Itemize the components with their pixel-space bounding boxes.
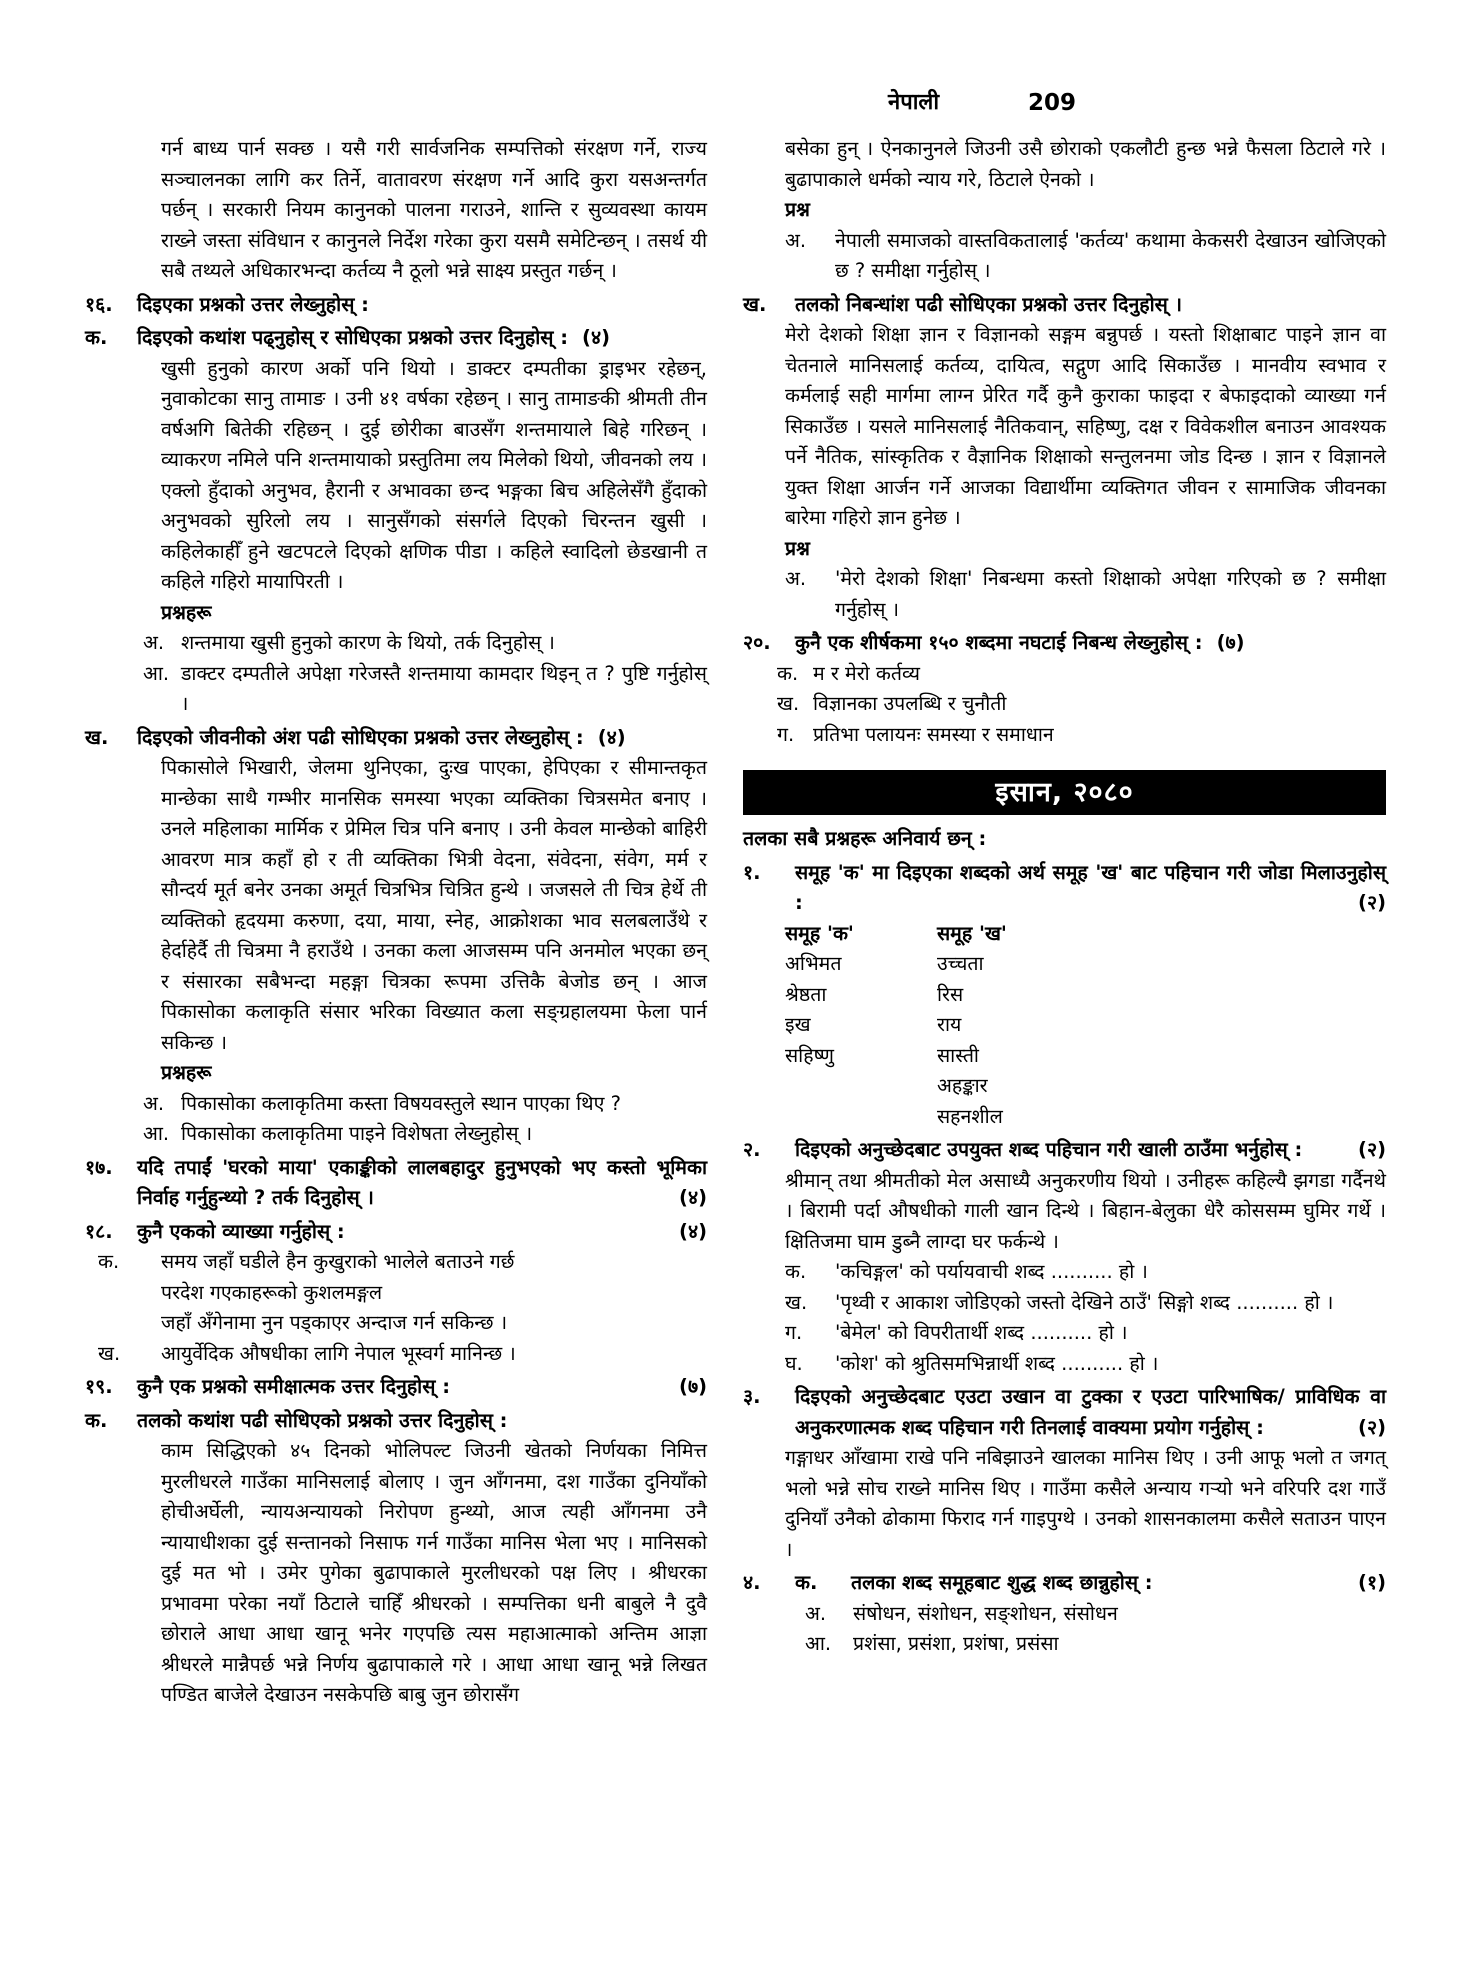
marks-badge: (४): [597, 725, 626, 749]
item-label: आ.: [143, 661, 170, 685]
question-text: दिइएको जीवनीको अंश पढी सोधिएका प्रश्नको उत्तर लेख्नुहोस् : (४): [137, 725, 626, 749]
questions-subheading: प्रश्नहरू: [161, 600, 212, 624]
question-text: समूह 'क' मा दिइएका शब्दको अर्थ समूह 'ख' बाट पहिचान गरी जोडा मिलाउनुहोस् : (२): [795, 858, 1386, 919]
table-row: [785, 1041, 1386, 1072]
item-label: क.: [785, 1260, 807, 1283]
marks-badge: (२): [1358, 1415, 1386, 1439]
table-row: [785, 1010, 1386, 1041]
question-text: तलको निबन्धांश पढी सोधिएका प्रश्नको उत्तर दिनुहोस् ।: [795, 292, 1183, 316]
fill-in-item: [743, 1288, 1386, 1319]
passage-paragraph: खुसी हुनुको कारण अर्को पनि थियो । डाक्टर दम्पतीका ड्राइभर रहेछन्, नुवाकोटका सानु तामाङ । उनी ४१ वर्षका रहेछन् । सानु तामाङकी श्रीमती तीन वर्षअगि बितेकी रहिछन् । दुई छोरीका बाउसँग शन्तमायाले बिहे गरिछन् । व्याकरण नमिले पनि शन्तमायाको प्रस्तुतिमा लय मिलेको थियो, जीवनको लय । एक्लो हुँदाको अनुभव, हैरानी र अभावका छन्द भङ्गका बिच अहिलेसँगै हुँदाको अनुभवको सुरिलो लय । सानुसँगको संसर्गले दिएको चिरन्तन खुसी । कहिलेकाहीँ हुने खटपटले दिएको क्षणिक पीडा । कहिले स्वादिलो छेडखानी त कहिले गहिरो मायापिरती ।: [161, 356, 707, 593]
item-text: म र मेरो कर्तव्य: [813, 661, 920, 685]
item-text: संषोधन, संशोधन, सङ्शोधन, संसोधन: [853, 1601, 1118, 1625]
sub-question-a: [85, 1247, 707, 1339]
item-text: शन्तमाया खुसी हुनुको कारण के थियो, तर्क दिनुहोस् ।: [181, 631, 555, 654]
marks-badge: (४): [679, 1186, 707, 1209]
question-number: क.: [85, 326, 108, 349]
item-label: घ.: [785, 1351, 803, 1375]
question-number: ख.: [743, 292, 767, 316]
question-number: १९.: [85, 1375, 113, 1398]
item-label: ग.: [785, 1321, 803, 1344]
question-number: २.: [743, 1138, 761, 1161]
proverb-passage-paragraph: गङ्गाधर आँखामा राखे पनि नबिझाउने खालका मानिस थिए । उनी आफू भलो त जगत् भलो भन्ने सोच राख्ने मानिस थिए । गाउँमा कसैले अन्याय गऱ्यो भने वरिपरि दश गाउँ दुनियाँ उनैको ढोकामा फिराद गर्न गाइपुग्थे । उनको शासनकालमा कसैले सताउन पाएन ।: [785, 1446, 1386, 1561]
left-column: [85, 134, 707, 1711]
question-3-heading: [743, 1382, 1386, 1443]
list-item: [85, 1119, 707, 1150]
essay-extract-paragraph: मेरो देशको शिक्षा ज्ञान र विज्ञानको सङ्गम बन्नुपर्छ । यस्तो शिक्षाबाट पाइने ज्ञान वा चेतनाले मानिसलाई कर्तव्य, दायित्व, सद्गुण आदि सिकाउँछ । मानवीय स्वभाव र कर्मलाई सही मार्गमा लाग्न प्रेरित गर्दै कुनै कुराका फाइदा र बेफाइदाको व्याख्या गर्न सिकाउँछ । यसले मानिसलाई नैतिकवान्, सहिष्णु, दक्ष र विवेकशील बनाउन आवश्यक पर्ने नैतिक, सांस्कृतिक र वैज्ञानिक शिक्षाको सन्तुलनमा जोड दिन्छ । ज्ञान र विज्ञानले युक्त शिक्षा आर्जन गर्ने आजका विद्यार्थीमा व्यक्तिगत जीवन र सामाजिक जीवनका बारेमा गहिरो ज्ञान हुनेछ ।: [785, 323, 1386, 529]
marks-badge: (२): [1358, 891, 1386, 914]
questions-subheading: प्रश्नहरू: [161, 1061, 212, 1084]
question-number: ख.: [85, 725, 109, 749]
item-text: पिकासोका कलाकृतिमा कस्ता विषयवस्तुले स्थान पाएका थिए ?: [181, 1091, 621, 1115]
list-item: [743, 226, 1386, 287]
question-text: दिइएको अनुच्छेदबाट उपयुक्त शब्द पहिचान गरी खाली ठाउँमा भर्नुहोस् : (२): [795, 1135, 1386, 1166]
marks-badge: (२): [1358, 1138, 1386, 1161]
story-continuation-paragraph: बसेका हुन् । ऐनकानुनले जिउनी उसै छोराको एकलौटी हुन्छ भन्ने फैसला ठिटाले गरे । बुढापाकाले धर्मको न्याय गरे, ठिटाले ऐनको ।: [785, 137, 1386, 191]
item-text: डाक्टर दम्पतीले अपेक्षा गरेजस्तै शन्तमाया कामदार थिइन् त ? पुष्टि गर्नुहोस् ।: [181, 661, 707, 715]
item-label: ख.: [777, 692, 800, 715]
word-choice-item: [743, 1599, 1386, 1630]
poem-line: जहाँ अँगेनामा नुन पड्काएर अन्दाज गर्न सकिन्छ ।: [161, 1311, 508, 1334]
item-text: 'पृथ्वी र आकाश जोडिएको जस्तो देखिने ठाउँ' सिङ्गो शब्द .......... हो ।: [835, 1290, 1334, 1314]
question-number: १७.: [85, 1155, 113, 1179]
essay-topic-option: [743, 659, 1386, 690]
table-row: [785, 1071, 1386, 1102]
question-17-heading: [85, 1153, 707, 1214]
question-number: ३.: [743, 1385, 761, 1408]
table-cell: रिस: [937, 982, 964, 1006]
question-text: दिइएको कथांश पढ्नुहोस् र सोधिएका प्रश्नको उत्तर दिनुहोस् : (४): [137, 326, 610, 349]
item-label: क.: [98, 1250, 120, 1273]
question-text: कुनै एक शीर्षकमा १५० शब्दमा नघटाई निबन्ध लेख्नुहोस् : (७): [795, 631, 1245, 654]
item-text: 'कचिङ्गल' को पर्यायवाची शब्द .......... हो ।: [835, 1260, 1148, 1283]
item-text: आयुर्वेदिक औषधीका लागि नेपाल भूस्वर्ग मानिन्छ ।: [161, 1341, 516, 1365]
exam-set-banner: इसान, २०८०: [743, 770, 1386, 815]
table-row: [785, 980, 1386, 1011]
marks-badge: (४): [679, 1219, 707, 1243]
marks-badge: (१): [1358, 1571, 1386, 1594]
question-text: तलको कथांश पढी सोधिएको प्रश्नको उत्तर दिनुहोस् :: [137, 1408, 508, 1432]
item-label: अ.: [785, 567, 807, 590]
matching-table: [743, 919, 1386, 1133]
item-text: नेपाली समाजको वास्तविकतालाई 'कर्तव्य' कथामा केकसरी देखाउन खोजिएको छ ? समीक्षा गर्नुहोस् ।: [835, 228, 1386, 282]
item-text: विज्ञानका उपलब्धि र चुनौती: [813, 692, 1007, 715]
list-item: [85, 1089, 707, 1120]
item-label: अ.: [805, 1601, 827, 1625]
item-text: 'कोश' को श्रुतिसमभिन्नार्थी शब्द .......... हो ।: [835, 1351, 1159, 1375]
question-2-heading: [743, 1135, 1386, 1166]
table-cell: [785, 1102, 937, 1133]
table-cell: सहिष्णु: [785, 1043, 834, 1067]
item-label: अ.: [143, 631, 165, 654]
story-paragraph: काम सिद्धिएको ४५ दिनको भोलिपल्ट जिउनी खेतको निर्णयका निमित्त मुरलीधरले गाउँका मानिसलाई बोलाए । जुन आँगनमा, दश गाउँका दुनियाँको होचीअर्घेली, न्यायअन्यायको निरोपण हुन्थ्यो, आज त्यही आँगनमा उनै न्यायाधीशका दुई सन्तानको निसाफ गर्न गाउँका मानिस भेला भए । मानिसको दुई मत भो । उमेर पुगेका बुढापाकाले मुरलीधरको पक्ष लिए । श्रीधरका प्रभावमा परेका नयाँ ठिटाले चाहिँ श्रीधरको । सम्पत्तिका धनी बाबुले नै दुवै छोराले आधा आधा खानू भनेर गएपछि त्यस महाआत्माको अन्तिम आज्ञा श्रीधरले मान्नैपर्छ भन्ने निर्णय बुढापाकाले गरे । आधा आधा खानू भन्ने लिखत पण्डित बाजेले देखाउन नसकेपछि बाबु जुन छोरासँग: [161, 1439, 707, 1706]
table-cell: सहनशील: [937, 1104, 1003, 1128]
essay-topic-option: [743, 689, 1386, 720]
question-text: दिइएको अनुच्छेदबाट एउटा उखान वा टुक्का र एउटा पारिभाषिक/ प्राविधिक वा अनुकरणात्मक शब्द पहिचान गरी तिनलाई वाक्यमा प्रयोग गर्नुहोस् : (२): [795, 1382, 1386, 1443]
question-kha-heading: [743, 290, 1386, 321]
question-text: दिइएका प्रश्नको उत्तर लेख्नुहोस् :: [137, 292, 369, 316]
list-item: [743, 564, 1386, 625]
right-column: [743, 134, 1386, 1660]
question-number: क.: [85, 1408, 108, 1432]
item-label: आ.: [143, 1122, 170, 1145]
sub-question-b: [85, 1339, 707, 1370]
marks-badge: (७): [1216, 631, 1245, 654]
column-header: समूह 'ख': [937, 921, 1007, 945]
header-page-number: 209: [1028, 90, 1077, 116]
table-cell: [785, 1071, 937, 1102]
question-number: २०.: [743, 631, 771, 654]
question-text: यदि तपाईं 'घरको माया' एकाङ्कीको लालबहादुर हुनुभएको भए कस्तो भूमिका निर्वाह गर्नुहुन्थ्यो ? तर्क दिनुहोस् । (४): [137, 1153, 707, 1214]
item-text: प्रशंसा, प्रसंशा, प्रशंषा, प्रसंसा: [853, 1632, 1059, 1655]
question-text: तलका शब्द समूहबाट शुद्ध शब्द छान्नुहोस् : (१): [851, 1568, 1386, 1599]
table-cell: राय: [937, 1013, 962, 1036]
poem-line: परदेश गएकाहरूको कुशलमङ्गल: [161, 1280, 383, 1304]
question-19-heading: [85, 1372, 707, 1403]
question-19a-heading: [85, 1406, 707, 1437]
question-number: १६.: [85, 292, 113, 316]
table-cell: इख: [785, 1013, 811, 1036]
question-number: १८.: [85, 1219, 113, 1243]
item-label: अ.: [785, 228, 807, 252]
poem-line: समय जहाँ घडीले हैन कुखुराको भालेले बताउने गर्छ: [161, 1250, 515, 1273]
word-choice-item: [743, 1629, 1386, 1660]
table-cell: अभिमत: [785, 952, 842, 975]
fill-in-item: [743, 1318, 1386, 1349]
fill-in-item: [743, 1257, 1386, 1288]
question-16-heading: [85, 290, 707, 321]
item-label: आ.: [805, 1632, 832, 1655]
fill-in-passage-paragraph: श्रीमान् तथा श्रीमतीको मेल असाध्यै अनुकरणीय थियो । उनीहरू कहिल्यै झगडा गर्दैनथे । बिरामी पर्दा औषधीको गाली खान दिन्थे । बिहान-बेलुका धेरै कोससम्म घुमिर गर्थे । क्षितिजमा घाम डुब्नै लाग्दा घर फर्कन्थे ।: [785, 1168, 1386, 1253]
table-cell: श्रेष्ठता: [785, 982, 827, 1006]
poem-lines: [161, 1247, 707, 1339]
item-label: ख.: [98, 1341, 121, 1365]
question-1-heading: [743, 858, 1386, 919]
question-text: कुनै एक प्रश्नको समीक्षात्मक उत्तर दिनुहोस् : (७): [137, 1372, 707, 1403]
marks-badge: (४): [582, 326, 610, 349]
item-text: 'मेरो देशको शिक्षा' निबन्धमा कस्तो शिक्षाको अपेक्षा गरिएको छ ? समीक्षा गर्नुहोस् ।: [835, 567, 1386, 621]
table-cell: उच्चता: [937, 952, 984, 975]
biography-paragraph: पिकासोले भिखारी, जेलमा थुनिएका, दुःख पाएका, हेपिएका र सीमान्तकृत मान्छेका साथै गम्भीर मानसिक समस्या भएका व्यक्तिका चित्रसमेत बनाए । उनले महिलाका मार्मिक र प्रेमिल चित्र पनि बनाए । उनी केवल मान्छेको बाहिरी आवरण मात्र कहाँ हो र ती व्यक्तिका भित्री वेदना, संवेदना, संवेग, मर्म र सौन्दर्य मूर्त बनेर उनका अमूर्त चित्रभित्र चित्रित हुन्थे । जजसले ती चित्र हेर्थे ती व्यक्तिको हृदयमा करुणा, दया, माया, स्नेह, आक्रोशका भाव सलबलाउँथे र हेर्दाहेर्दै ती चित्रमा नै हराउँथे । उनका कला आजसम्म पनि अनमोल भएका छन् र संसारका सबैभन्दा महङ्गा चित्रका रूपमा उत्तिकै बेजोड छन् । आज पिकासोका कलाकृति संसार भरिका विख्यात कला सङ्ग्रहालयमा फेला पार्न सकिन्छ ।: [161, 756, 707, 1054]
question-number: ४.: [743, 1571, 761, 1594]
fill-in-item: [743, 1349, 1386, 1380]
column-header: समूह 'क': [785, 921, 854, 945]
item-label: अ.: [143, 1091, 165, 1115]
item-text: प्रतिभा पलायनः समस्या र समाधान: [813, 722, 1054, 746]
table-cell: सास्ती: [937, 1043, 979, 1067]
question-subheading: प्रश्न: [785, 536, 810, 560]
essay-topic-option: [743, 720, 1386, 751]
table-cell: अहङ्कार: [937, 1074, 988, 1097]
question-18-heading: [85, 1217, 707, 1248]
question-16a-heading: [85, 323, 707, 354]
list-item: [85, 659, 707, 720]
header-subject: नेपाली: [888, 90, 940, 115]
question-20-heading: [743, 628, 1386, 659]
question-subheading: प्रश्न: [785, 198, 810, 221]
table-row: [785, 949, 1386, 980]
marks-badge: (७): [679, 1375, 707, 1398]
item-label: ग.: [777, 722, 795, 746]
table-row: [785, 1102, 1386, 1133]
question-text: कुनै एकको व्याख्या गर्नुहोस् : (४): [137, 1217, 707, 1248]
question-number: १.: [743, 860, 761, 884]
item-label: क.: [777, 661, 799, 685]
sub-question-label: क.: [795, 1571, 818, 1594]
mandatory-note: तलका सबै प्रश्नहरू अनिवार्य छन् :: [743, 827, 987, 850]
item-text: 'बेमेल' को विपरीतार्थी शब्द .......... हो ।: [835, 1321, 1128, 1344]
item-label: ख.: [785, 1290, 808, 1314]
question-4-heading: [743, 1568, 1386, 1599]
item-text: पिकासोका कलाकृतिमा पाइने विशेषता लेख्नुहोस् ।: [181, 1122, 533, 1145]
table-header-row: [785, 919, 1386, 950]
list-item: [85, 628, 707, 659]
continuation-paragraph: गर्न बाध्य पार्न सक्छ । यसै गरी सार्वजनिक सम्पत्तिको संरक्षण गर्ने, राज्य सञ्चालनका लागि कर तिर्ने, वातावरण संरक्षण गर्ने आदि कुरा यसअन्तर्गत पर्छन् । सरकारी नियम कानुनको पालना गराउने, शान्ति र सुव्यवस्था कायम राख्ने जस्ता संविधान र कानुनले निर्देश गरेका कुरा यसमै समेटिन्छन् । तसर्थ यी सबै तथ्यले अधिकारभन्दा कर्तव्य नै ठूलो भन्ने साक्ष्य प्रस्तुत गर्छन् ।: [161, 137, 707, 282]
question-16b-heading: [85, 723, 707, 754]
